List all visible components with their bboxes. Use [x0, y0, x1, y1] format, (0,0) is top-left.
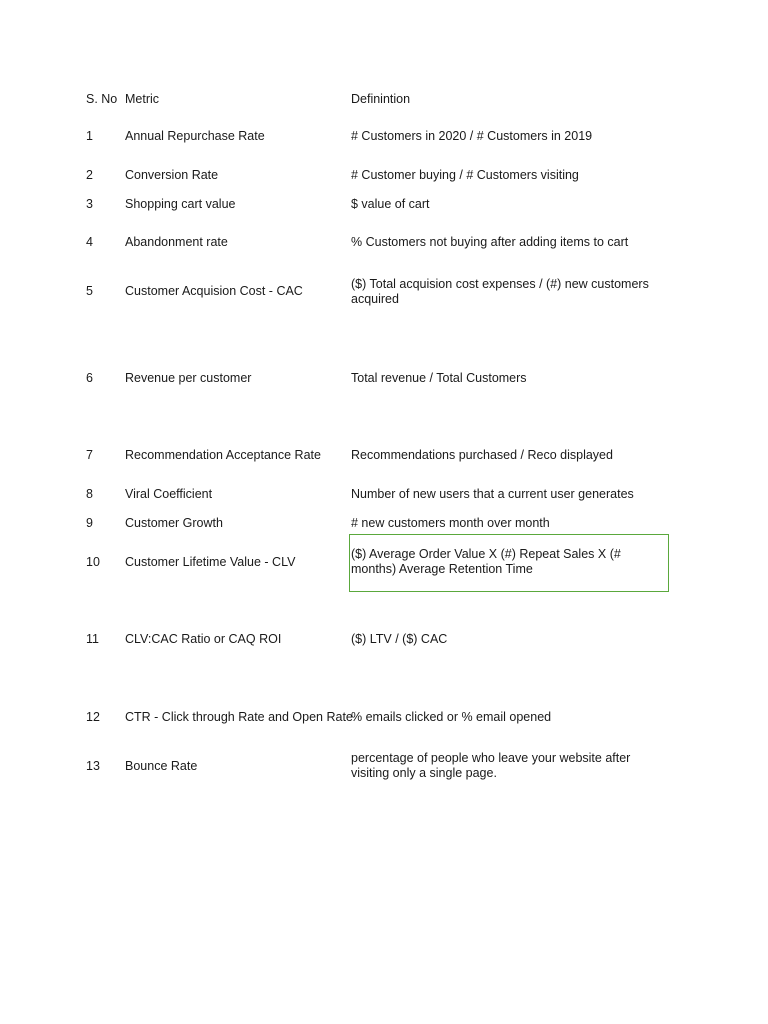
- row-number[interactable]: 13: [86, 759, 100, 773]
- row-definition[interactable]: # Customer buying / # Customers visiting: [351, 168, 579, 182]
- row-metric[interactable]: Customer Growth: [125, 516, 223, 530]
- header-sno[interactable]: S. No: [86, 92, 118, 106]
- row-metric[interactable]: Revenue per customer: [125, 371, 252, 385]
- row-definition[interactable]: ($) LTV / ($) CAC: [351, 632, 448, 646]
- row-definition[interactable]: Total revenue / Total Customers: [351, 371, 527, 385]
- row-definition[interactable]: percentage of people who leave your website after visiting only a single page.: [351, 751, 631, 780]
- row-metric[interactable]: Recommendation Acceptance Rate: [125, 448, 321, 462]
- row-metric[interactable]: Annual Repurchase Rate: [125, 129, 265, 143]
- row-metric[interactable]: Abandonment rate: [125, 235, 228, 249]
- row-definition[interactable]: ($) Average Order Value X (#) Repeat Sales X (# months) Average Retention Time: [351, 547, 621, 576]
- row-metric[interactable]: CTR - Click through Rate and Open Rate: [125, 710, 353, 724]
- row-definition[interactable]: # new customers month over month: [351, 516, 550, 530]
- row-number[interactable]: 4: [86, 235, 93, 249]
- row-metric[interactable]: Customer Lifetime Value - CLV: [125, 555, 296, 569]
- row-definition[interactable]: % emails clicked or % email opened: [351, 710, 552, 724]
- header-metric[interactable]: Metric: [125, 92, 160, 106]
- row-number[interactable]: 2: [86, 168, 93, 182]
- row-number[interactable]: 11: [86, 632, 99, 646]
- row-metric[interactable]: Bounce Rate: [125, 759, 198, 773]
- row-number[interactable]: 9: [86, 516, 93, 530]
- row-metric[interactable]: Shopping cart value: [125, 197, 236, 211]
- row-definition[interactable]: % Customers not buying after adding items to cart: [351, 235, 629, 249]
- row-definition[interactable]: Number of new users that a current user generates: [351, 487, 634, 501]
- row-definition[interactable]: # Customers in 2020 / # Customers in 2019: [351, 129, 593, 143]
- row-number[interactable]: 1: [86, 129, 93, 143]
- row-number[interactable]: 5: [86, 284, 93, 298]
- row-definition[interactable]: $ value of cart: [351, 197, 430, 211]
- row-number[interactable]: 3: [86, 197, 93, 211]
- row-number[interactable]: 10: [86, 555, 100, 569]
- row-metric[interactable]: CLV:CAC Ratio or CAQ ROI: [125, 632, 282, 646]
- row-number[interactable]: 7: [86, 448, 93, 462]
- row-number[interactable]: 6: [86, 371, 93, 385]
- row-number[interactable]: 12: [86, 710, 100, 724]
- row-definition[interactable]: ($) Total acquision cost expenses / (#) new customers acquired: [351, 277, 649, 306]
- header-definition[interactable]: Definintion: [351, 92, 411, 106]
- row-metric[interactable]: Conversion Rate: [125, 168, 219, 182]
- row-number[interactable]: 8: [86, 487, 93, 501]
- row-definition[interactable]: Recommendations purchased / Reco displayed: [351, 448, 613, 462]
- row-metric[interactable]: Viral Coefficient: [125, 487, 213, 501]
- row-metric[interactable]: Customer Acquision Cost - CAC: [125, 284, 303, 298]
